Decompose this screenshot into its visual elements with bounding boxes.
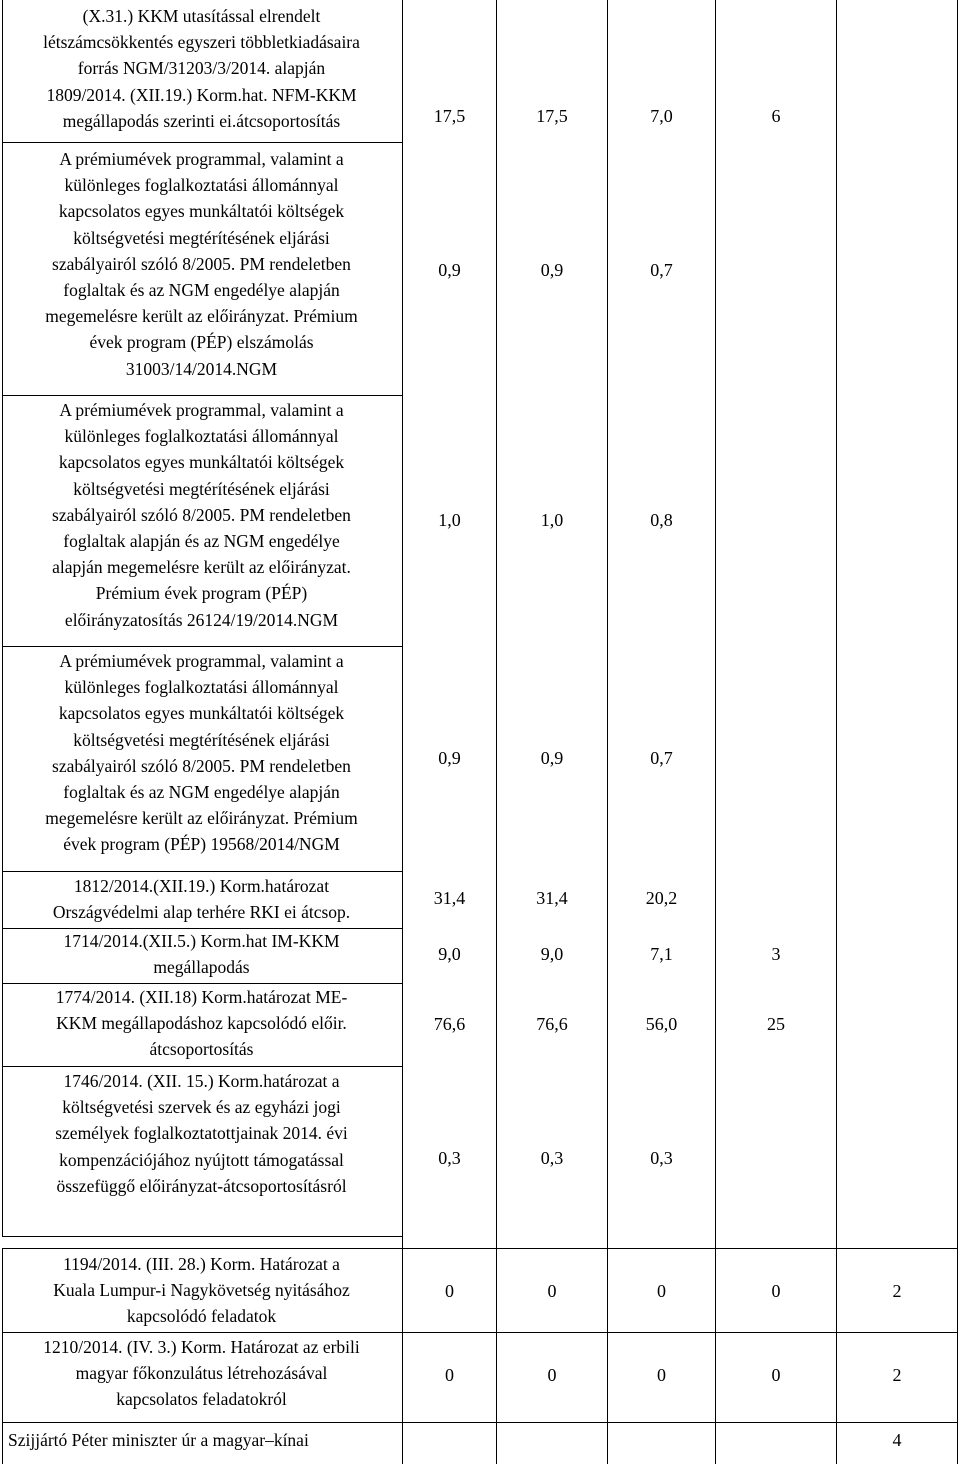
grid-line-col5 <box>836 0 837 1464</box>
description-line: 31003/14/2014.NGM <box>125 358 278 379</box>
description-line: szabályairól szóló 8/2005. PM rendeletben <box>52 504 351 525</box>
cell-value: 9,0 <box>438 944 461 964</box>
cell-value: 17,5 <box>536 106 568 126</box>
row-description <box>6 146 397 382</box>
cell-value: 0,7 <box>650 748 673 768</box>
description-line: foglaltak és az NGM engedélye alapján <box>63 280 340 301</box>
description-line: évek program (PÉP) 19568/2014/NGM <box>63 834 340 855</box>
row-divider <box>2 395 402 396</box>
cell-value: 0 <box>657 1281 666 1301</box>
cell-value: 0 <box>445 1281 454 1301</box>
description-line: megállapodás szerinti ei.átcsoportosítás <box>62 110 341 131</box>
cell-value: 20,2 <box>645 888 678 908</box>
row-description <box>6 648 397 858</box>
description-line: megemelésre került az előirányzat. Prémium <box>45 808 358 829</box>
cell-value: 0,9 <box>438 748 461 768</box>
grid-line-col3 <box>607 0 608 1464</box>
cell-value: 4 <box>892 1430 902 1450</box>
description-line: forrás NGM/31203/3/2014. alapján <box>77 58 326 79</box>
description-line: megemelésre került az előirányzat. Prémium <box>45 306 358 327</box>
grid-line-left <box>2 0 3 1236</box>
description-line: Kuala Lumpur-i Nagykövetség nyitásához <box>53 1280 350 1301</box>
row-description <box>6 928 397 980</box>
cell-value: 0,9 <box>438 260 461 280</box>
description-line: A prémiumévek programmal, valamint a <box>59 149 344 169</box>
description-line: kapcsolódó feladatok <box>126 1306 277 1327</box>
description-line: foglaltak és az NGM engedélye alapján <box>63 782 340 803</box>
row-description <box>6 1068 397 1199</box>
description-line: KKM megállapodáshoz kapcsolódó előir. <box>56 1013 347 1034</box>
cell-value: 9,0 <box>540 944 564 964</box>
cell-value: 0,3 <box>540 1148 564 1168</box>
cell-value: 0 <box>657 1365 666 1385</box>
row-description <box>6 397 397 633</box>
cell-value: 25 <box>767 1014 785 1034</box>
description-line: Országvédelmi alap terhére RKI ei átcsop. <box>52 902 351 923</box>
cell-value: 0,9 <box>540 260 564 280</box>
cell-value: 0,3 <box>650 1148 673 1168</box>
row-divider <box>2 1422 957 1423</box>
grid-line-col4 <box>715 0 716 1464</box>
row-description <box>6 1334 397 1413</box>
cell-value: 0 <box>445 1365 454 1385</box>
description-line: költségvetési szervek és az egyházi jogi <box>62 1097 341 1118</box>
description-line: kapcsolatos egyes munkáltatói költségek <box>58 201 345 222</box>
description-line: kapcsolatos egyes munkáltatói költségek <box>58 703 345 724</box>
description-line: 1774/2014. (XII.18) Korm.határozat ME- <box>55 987 348 1007</box>
cell-value: 2 <box>892 1365 902 1385</box>
description-line: különleges foglalkoztatási állománnyal <box>64 175 339 196</box>
row-divider <box>2 1332 957 1333</box>
description-line: előirányzatosítás 26124/19/2014.NGM <box>64 609 339 630</box>
description-line: 1746/2014. (XII. 15.) Korm.határozat a <box>63 1071 340 1091</box>
description-line: Szijjártó Péter miniszter úr a magyar–kínai <box>8 1430 309 1450</box>
cell-value: 0,8 <box>650 510 673 530</box>
grid-line-col2 <box>496 0 497 1464</box>
description-line: 1812/2014.(XII.19.) Korm.határozat <box>73 876 330 896</box>
description-line: különleges foglalkoztatási állománnyal <box>64 677 339 698</box>
row-divider <box>2 1236 402 1237</box>
description-line: Prémium évek program (PÉP) <box>95 583 308 604</box>
description-line: létszámcsökkentés egyszeri többletkiadásaira <box>43 32 360 53</box>
cell-value: 0,9 <box>540 748 564 768</box>
grid-line-right <box>957 0 958 1464</box>
cell-value: 56,0 <box>645 1014 678 1034</box>
grid-line-left-lower <box>2 1248 3 1464</box>
row-description <box>6 1251 397 1330</box>
cell-value: 17,5 <box>433 106 466 126</box>
cell-value: 0 <box>771 1365 781 1385</box>
cell-value: 0 <box>771 1281 781 1301</box>
cell-value: 31,4 <box>536 888 568 908</box>
cell-value: 1,0 <box>438 510 461 530</box>
row-description <box>6 873 397 925</box>
description-line: magyar főkonzulátus létrehozásával <box>75 1363 328 1384</box>
row-description <box>6 3 397 134</box>
description-line: költségvetési megtérítésének eljárási <box>73 478 330 499</box>
row-description <box>6 984 397 1063</box>
row-divider <box>2 1066 402 1067</box>
row-divider <box>2 871 402 872</box>
row-divider <box>2 646 402 647</box>
description-line: foglaltak alapján és az NGM engedélye <box>63 531 340 552</box>
description-line: 1714/2014.(XII.5.) Korm.hat IM-KKM <box>63 931 340 951</box>
cell-value: 3 <box>771 944 781 964</box>
cell-value: 7,0 <box>650 106 673 126</box>
cell-value: 76,6 <box>536 1014 568 1034</box>
description-line: szabályairól szóló 8/2005. PM rendeletben <box>52 755 351 776</box>
cell-value: 0,7 <box>650 260 673 280</box>
description-line: megállapodás <box>153 957 250 978</box>
description-line: költségvetési megtérítésének eljárási <box>73 227 330 248</box>
cell-value: 0,3 <box>438 1148 461 1168</box>
description-line: szabályairól szóló 8/2005. PM rendeletben <box>52 253 351 274</box>
description-line: személyek foglalkoztatottjainak 2014. évi <box>55 1123 348 1144</box>
description-line: átcsoportosítás <box>149 1039 254 1060</box>
description-line: kapcsolatos feladatokról <box>116 1389 287 1410</box>
description-line: (X.31.) KKM utasítással elrendelt <box>82 6 321 26</box>
cell-value: 0 <box>547 1281 557 1301</box>
cell-value: 2 <box>892 1281 902 1301</box>
description-line: különleges foglalkoztatási állománnyal <box>64 426 339 447</box>
description-line: 1210/2014. (IV. 3.) Korm. Határozat az erbili <box>43 1337 360 1357</box>
cell-value: 76,6 <box>433 1014 466 1034</box>
description-line: kapcsolatos egyes munkáltatói költségek <box>58 452 345 473</box>
description-line: A prémiumévek programmal, valamint a <box>59 400 344 420</box>
grid-line-desc <box>402 0 403 1464</box>
description-line: költségvetési megtérítésének eljárási <box>73 729 330 750</box>
row-divider <box>2 1248 957 1249</box>
description-line: 1809/2014. (XII.19.) Korm.hat. NFM-KKM <box>46 84 357 105</box>
description-line: 1194/2014. (III. 28.) Korm. Határozat a <box>63 1254 340 1274</box>
row-divider <box>2 142 402 143</box>
cell-value: 7,1 <box>650 944 673 964</box>
description-line: A prémiumévek programmal, valamint a <box>59 651 344 671</box>
description-line: alapján megemelésre került az előirányzat. <box>52 557 351 578</box>
cell-value: 0 <box>547 1365 557 1385</box>
cell-value: 6 <box>771 106 781 126</box>
cell-value: 1,0 <box>540 510 564 530</box>
description-line: évek program (PÉP) elszámolás <box>89 332 314 353</box>
cell-value: 31,4 <box>433 888 466 908</box>
description-line: összefüggő előirányzat-átcsoportosításról <box>56 1175 347 1196</box>
row-description <box>8 1427 399 1453</box>
description-line: kompenzációjához nyújtott támogatással <box>59 1149 344 1170</box>
